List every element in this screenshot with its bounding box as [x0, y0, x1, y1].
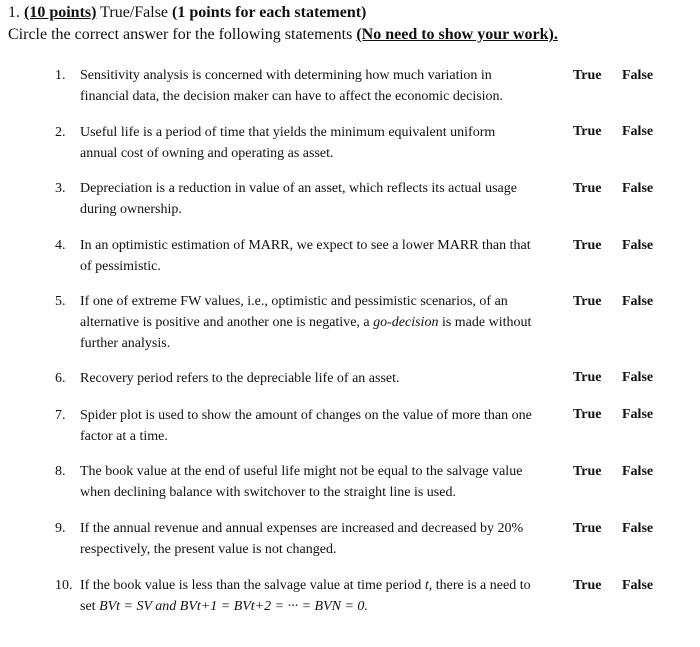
statement-number: 10. [55, 578, 73, 593]
question-number: 1. [8, 4, 20, 21]
statement-2-false-option[interactable]: False [622, 124, 654, 139]
statement-4-false-option[interactable]: False [622, 238, 654, 253]
header-line-2 [8, 24, 558, 46]
statement-8-false-option[interactable]: False [622, 464, 654, 479]
statement-9-false-option[interactable]: False [622, 521, 654, 536]
book-value-equation: BVt = SV and BVt+1 = BVt+2 = ··· = BVN = 0. [99, 599, 368, 614]
header-line-1 [8, 2, 558, 24]
statement-text: If the annual revenue and annual expenses are increased and decreased by 20% respectively, the present value is not changed. [80, 521, 524, 557]
statement-6-true-option[interactable]: True [573, 370, 602, 385]
statement-number: 3. [55, 181, 66, 196]
statement-text: Spider plot is used to show the amount of changes on the value of more than one factor at a time. [80, 408, 532, 444]
statement-1-false-option[interactable]: False [622, 68, 654, 83]
statement-number: 6. [55, 371, 66, 386]
statement-number: 9. [55, 521, 66, 536]
statement-4-true-option[interactable]: True [573, 238, 602, 253]
statement-7-true-option[interactable]: True [573, 407, 602, 422]
statement-3-false-option[interactable]: False [622, 181, 654, 196]
statement-6-false-option[interactable]: False [622, 370, 654, 385]
statement-5-false-option[interactable]: False [622, 294, 654, 309]
statement-number: 4. [55, 238, 66, 253]
statement-2-true-option[interactable]: True [573, 124, 602, 139]
statement-3-true-option[interactable]: True [573, 181, 602, 196]
section-title: True/False [100, 4, 169, 21]
per-statement-label: (1 points for each statement) [172, 4, 367, 21]
instruction-note: (No need to show your work). [356, 26, 558, 43]
statement-text: If one of extreme FW values, i.e., optimistic and pessimistic scenarios, of an alternative is positive and another one is negative, a go-decision is made without further analysis. [80, 294, 532, 351]
statement-text: Recovery period refers to the depreciable life of an asset. [80, 371, 400, 386]
points-label: (10 points) [24, 4, 97, 21]
question-header [8, 2, 558, 46]
instruction-text: Circle the correct answer for the following statements [8, 26, 353, 43]
statement-text: In an optimistic estimation of MARR, we expect to see a lower MARR than that of pessimistic. [80, 238, 531, 274]
go-decision-term: go-decision [373, 315, 439, 330]
statement-7-false-option[interactable]: False [622, 407, 654, 422]
statement-text: The book value at the end of useful life might not be equal to the salvage value when declining balance with switchover to the straight line is used. [80, 464, 523, 500]
statement-number: 8. [55, 464, 66, 479]
statement-number: 7. [55, 408, 66, 423]
statement-10-false-option[interactable]: False [622, 578, 654, 593]
statement-number: 2. [55, 125, 66, 140]
statement-1-true-option[interactable]: True [573, 68, 602, 83]
statement-text: Sensitivity analysis is concerned with determining how much variation in financial data, the decision maker can have to affect the economic decision. [80, 68, 504, 104]
statement-number: 1. [55, 68, 66, 83]
statement-number: 5. [55, 294, 66, 309]
statement-8-true-option[interactable]: True [573, 464, 602, 479]
statement-5-true-option[interactable]: True [573, 294, 602, 309]
statement-text: Useful life is a period of time that yields the minimum equivalent uniform annual cost of owning and operating as asset. [80, 125, 496, 161]
statement-text: If the book value is less than the salvage value at time period t, there is a need to set BVt = SV and BVt+1 = BVt+2 = ··· = BVN = 0. [80, 578, 531, 614]
statement-10-true-option[interactable]: True [573, 578, 602, 593]
statement-text: Depreciation is a reduction in value of an asset, which reflects its actual usage during ownership. [80, 181, 517, 217]
statement-9-true-option[interactable]: True [573, 521, 602, 536]
